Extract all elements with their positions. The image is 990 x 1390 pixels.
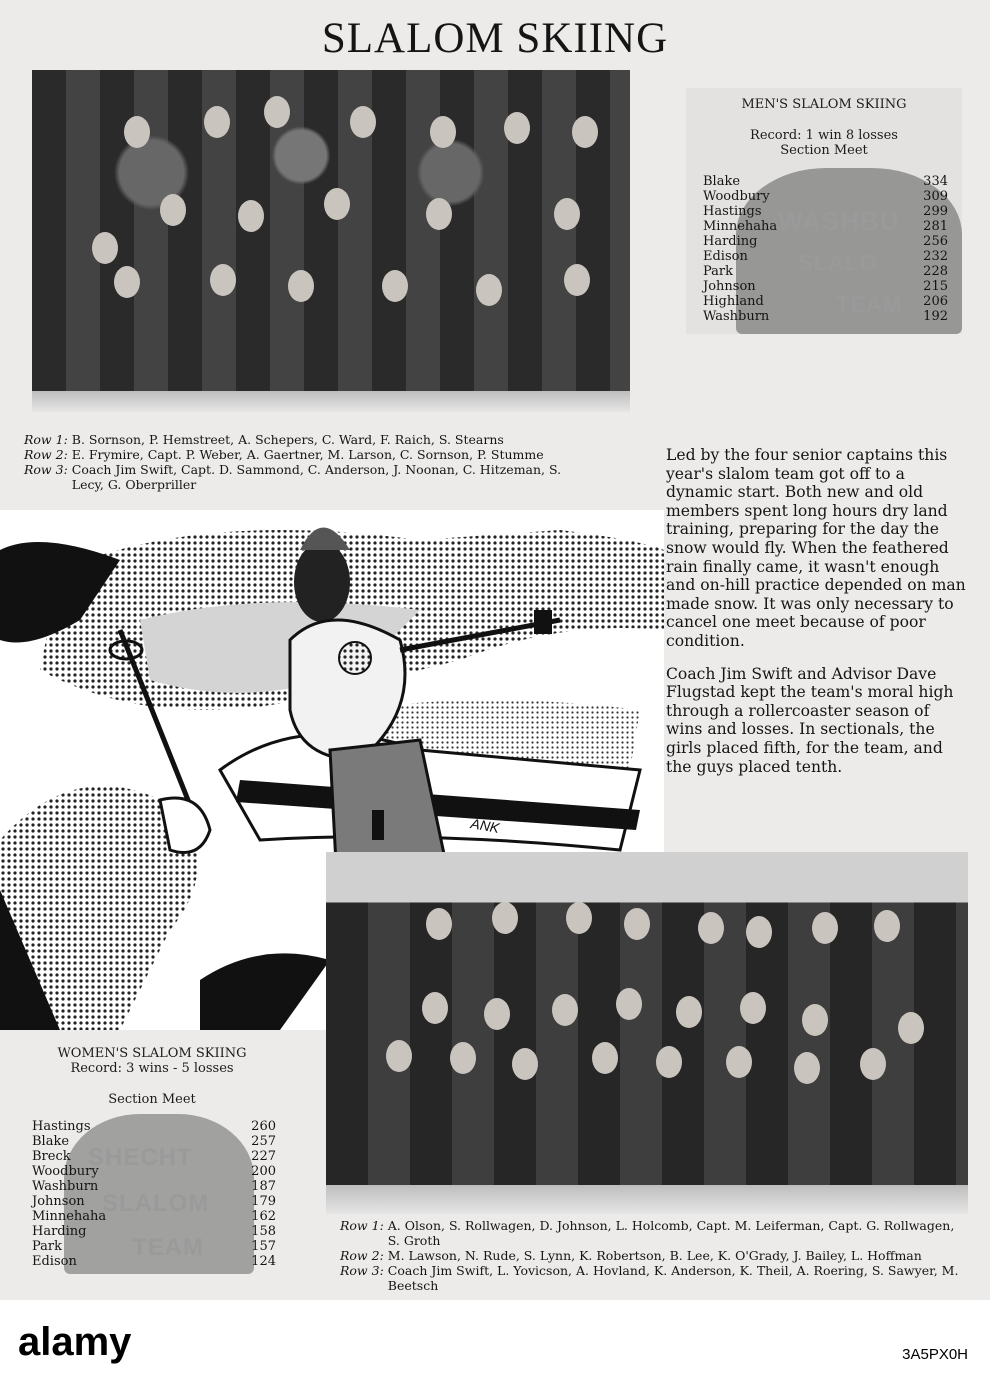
article-body xyxy=(666,446,968,790)
womens-heading: WOMEN'S SLALOM SKIING xyxy=(57,1046,247,1061)
mens-results-box xyxy=(686,88,962,334)
mens-heading: MEN'S SLALOM SKIING xyxy=(741,97,907,112)
womens-record: Record: 3 wins - 5 losses xyxy=(70,1061,234,1076)
result-row: Johnson 215 xyxy=(703,279,948,294)
result-row: Edison 124 xyxy=(32,1254,276,1269)
result-row: Harding 158 xyxy=(32,1224,276,1239)
result-row: Blake 334 xyxy=(703,174,948,189)
mens-photo-caption xyxy=(24,432,624,492)
result-row: Breck 227 xyxy=(32,1149,276,1164)
jacket-lettering-2: SLALO xyxy=(798,250,878,275)
watermark-image-id: 3A5PX0H xyxy=(902,1346,968,1363)
watermark-band xyxy=(0,1300,990,1390)
mens-meet-label: Section Meet xyxy=(780,143,868,158)
page-title: SLALOM SKIING xyxy=(321,15,669,62)
result-row: Edison 232 xyxy=(703,249,948,264)
result-row: Minnehaha 281 xyxy=(703,219,948,234)
result-row: Johnson 179 xyxy=(32,1194,276,1209)
womens-results-table xyxy=(24,1119,280,1269)
mens-record: Record: 1 win 8 losses xyxy=(750,128,898,143)
caption-row: Row 3: Coach Jim Swift, Capt. D. Sammond, C. Anderson, J. Noonan, C. Hitzeman, S. Lecy, G. Oberpriller xyxy=(24,462,562,492)
result-row: Hastings 299 xyxy=(703,204,948,219)
jacket-lettering-1: SHECHT xyxy=(88,1144,193,1171)
jacket-lettering-2: SLALOM xyxy=(102,1190,210,1217)
caption-row: Row 1: B. Sornson, P. Hemstreet, A. Schepers, C. Ward, F. Raich, S. Stearns xyxy=(24,432,504,447)
womens-team-photo xyxy=(326,852,968,1214)
result-row: Park 157 xyxy=(32,1239,276,1254)
mens-results-table xyxy=(686,174,962,324)
result-row: Washburn 187 xyxy=(32,1179,276,1194)
result-row: Woodbury 200 xyxy=(32,1164,276,1179)
illustration-signature: ANK xyxy=(469,815,501,836)
jacket-lettering-3: TEAM xyxy=(836,292,903,317)
caption-row: Row 3: Coach Jim Swift, L. Yovicson, A. Hovland, K. Anderson, K. Theil, A. Roering, S. Sawyer, M. Beetsch xyxy=(340,1263,959,1293)
mens-team-photo xyxy=(32,70,630,412)
result-row: Hastings 260 xyxy=(32,1119,276,1134)
jacket-lettering-1: WASHBU xyxy=(778,206,900,236)
womens-meet-label: Section Meet xyxy=(108,1092,196,1107)
caption-row: Row 2: M. Lawson, N. Rude, S. Lynn, K. Robertson, B. Lee, K. O'Grady, J. Bailey, L. Hoffman xyxy=(340,1248,922,1263)
result-row: Highland 206 xyxy=(703,294,948,309)
caption-row: Row 2: E. Frymire, Capt. P. Weber, A. Gaertner, M. Larson, C. Sornson, P. Stumme xyxy=(24,447,544,462)
result-row: Blake 257 xyxy=(32,1134,276,1149)
result-row: Woodbury 309 xyxy=(703,189,948,204)
result-row: Park 228 xyxy=(703,264,948,279)
article-paragraph: Led by the four senior captains this year's slalom team got off to a dynamic start. Both new and old members spent long hours dry land training, preparing for the day the snow would fly. When the feathered rain finally came, it wasn't enough and on-hill practice depended on man made snow. It was only necessary to cancel one meet because of poor condition. xyxy=(666,446,966,650)
result-row: Minnehaha 162 xyxy=(32,1209,276,1224)
result-row: Washburn 192 xyxy=(703,309,948,324)
article-paragraph: Coach Jim Swift and Advisor Dave Flugstad kept the team's moral high through a rollercoaster season of wins and losses. In sectionals, the girls placed fifth, for the team, and the guys placed tenth. xyxy=(666,664,954,776)
womens-photo-caption xyxy=(340,1218,970,1293)
womens-results-box xyxy=(24,1034,280,1274)
result-row: Harding 256 xyxy=(703,234,948,249)
jacket-lettering-3: TEAM xyxy=(132,1234,204,1261)
caption-row: Row 1: A. Olson, S. Rollwagen, D. Johnson, L. Holcomb, Capt. M. Leiferman, Capt. G. Rollwagen, S. Groth xyxy=(340,1218,955,1248)
watermark-logo: alamy xyxy=(18,1320,132,1364)
